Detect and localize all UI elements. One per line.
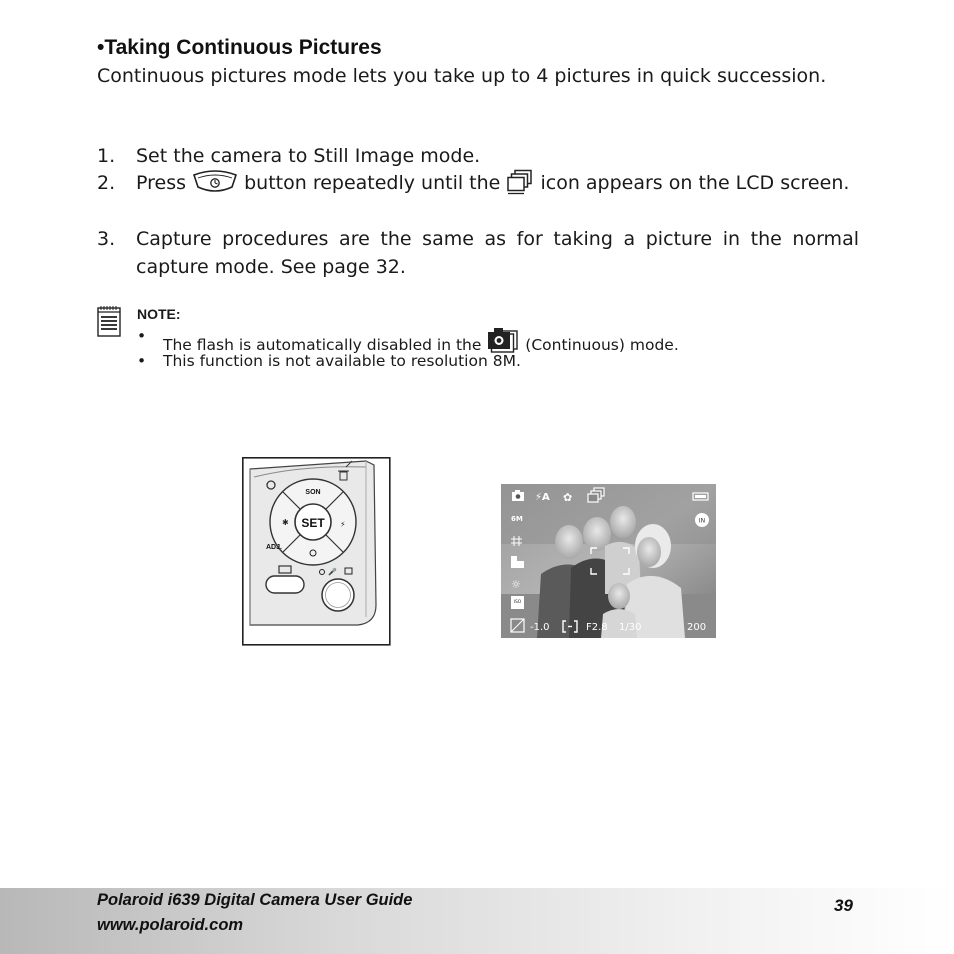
bullet: • [137,327,147,345]
svg-text:ISO: ISO [513,600,522,605]
footer-title: Polaroid i639 Digital Camera User Guide [97,891,413,909]
section-heading: •Taking Continuous Pictures [97,36,382,59]
top-button-label: SON [305,489,321,496]
lcd-flash-label: ⚡A [535,492,550,503]
lcd-resolution: 6M [511,515,523,523]
note-text-part: The flash is automatically disabled in the [163,336,482,354]
lcd-shutter: 1/30 [619,622,642,633]
camera-back-illustration [242,457,392,650]
note-item [137,326,837,354]
note-item-text: This function is not available to resolution 8M. [163,352,521,370]
lcd-aperture: F2.8 [586,622,608,633]
lcd-memory: IN [698,517,706,525]
step-number: 1. [97,145,116,167]
step-2 [97,169,859,225]
step-number: 3. [97,228,116,250]
step-text-part: button repeatedly until the [244,172,501,194]
adj-label: ADJ. [266,544,282,551]
bullet: • [137,352,147,370]
step-text-part: Press [136,172,187,194]
step-1 [97,142,859,170]
lcd-exposure: -1.0 [530,622,550,633]
footer-url[interactable]: www.polaroid.com [97,916,244,934]
intro-paragraph: Continuous pictures mode lets you take up to 4 pictures in quick succession. [97,65,827,87]
svg-text:✱: ✱ [282,518,289,527]
note-label: NOTE: [137,306,181,322]
note-text-part: (Continuous) mode. [525,336,679,354]
step-text-part: icon appears on the LCD screen. [540,172,850,194]
lcd-macro-icon: ✿ [563,491,573,504]
step-number: 2. [97,172,116,194]
lcd-iso-icon [511,596,524,609]
lcd-wb-icon: ☼ [511,578,521,591]
notepad-icon [97,305,121,341]
continuous-shot-icon [506,169,534,203]
step-text: Set the camera to Still Image mode. [136,145,481,167]
step-3 [97,225,859,281]
step-text: Capture procedures are the same as for taking a picture in the normal capture mode. See page 32. [136,228,859,278]
lcd-shots-remaining: 200 [687,622,707,633]
page-number: 39 [834,896,853,915]
svg-text:🎤: 🎤 [328,568,337,576]
drive-button-icon [192,169,238,203]
note-item [137,351,837,375]
step-text [136,169,859,203]
set-button-label: SET [301,516,325,530]
lcd-screen-illustration [501,484,716,642]
svg-text:⚡: ⚡ [340,520,346,529]
